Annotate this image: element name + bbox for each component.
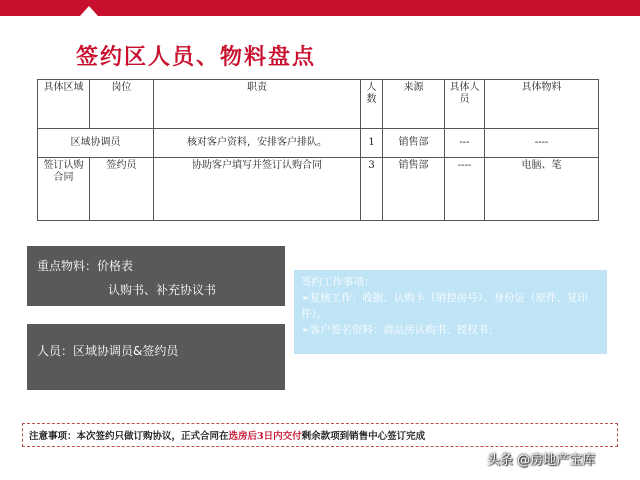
table-row: [38, 158, 599, 221]
cell-staff: ----: [445, 158, 485, 221]
table-row: [38, 129, 599, 158]
cell-area: 区域协调员: [38, 129, 154, 158]
key-materials-line2: 认购书、补充协议书: [108, 283, 217, 297]
personnel-panel: [27, 324, 285, 390]
cell-materials: 电脑、笔: [485, 158, 599, 221]
cell-area: 签订认购合同: [38, 158, 90, 221]
table-header-row: [38, 80, 599, 129]
key-materials-label: 重点物料：价格表: [37, 259, 134, 273]
cell-headcount: 1: [361, 129, 383, 158]
header-source: 来源: [383, 80, 445, 129]
header-duties: 职责: [154, 80, 361, 129]
key-materials-panel: [27, 246, 285, 306]
signing-matters-title: 签约工作事项：: [301, 276, 375, 288]
signing-matters-panel: [294, 270, 607, 354]
cell-source: 销售部: [383, 129, 445, 158]
cell-materials: ----: [485, 129, 599, 158]
cell-staff: ---: [445, 129, 485, 158]
header-position: 岗位: [90, 80, 154, 129]
notice-box: [22, 423, 618, 447]
header-headcount: 人数: [361, 80, 383, 129]
personnel-label: 人员：区域协调员&签约员: [37, 344, 179, 358]
signing-matters-item: ➢复核工作：收据、认购卡（销控房号）、身份证（原件、复印件）。: [301, 292, 589, 320]
notice-text-end: 剩余款项到销售中心签订完成: [301, 431, 426, 442]
notice-text: 注意事项：本次签约只做订购协议，正式合同在: [29, 431, 229, 442]
staffing-table: [37, 79, 599, 221]
signing-matters-item: ➢客户签名资料：商品房认购书、授权书；: [301, 324, 499, 336]
header-materials: 具体物料: [485, 80, 599, 129]
cell-headcount: 3: [361, 158, 383, 221]
banner-notch: [80, 6, 98, 16]
page-title: 签约区人员、物料盘点: [76, 45, 317, 70]
cell-position: 签约员: [90, 158, 154, 221]
header-staff: 具体人员: [445, 80, 485, 129]
cell-duties: 核对客户资料，安排客户排队。: [154, 129, 361, 158]
cell-source: 销售部: [383, 158, 445, 221]
header-area: 具体区域: [38, 80, 90, 129]
cell-duties: 协助客户填写并签订认购合同: [154, 158, 361, 221]
notice-highlight: 选房后3日内交付: [228, 431, 302, 442]
watermark: 头条 @房地产宝库: [487, 453, 596, 468]
